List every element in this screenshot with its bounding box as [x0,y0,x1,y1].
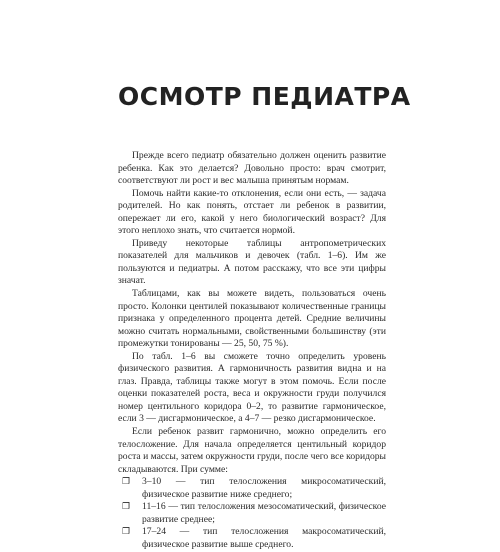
paragraph: По табл. 1–6 вы сможете точно определить уровень физического развития. А гармоничность развития видна и на глаз. Правда, таблицы также могут в этом помочь. Если после оценки показателей роста, веса и окружности груди получился номер центильного коридора 0–2, то развитие гармоническое, если 3 — дисгармоническое, а 4–7 — резко дисгармоническое. [118,350,386,425]
list-item-text: 11–16 — тип телосложения мезосоматический, физическое развитие среднее; [142,501,386,525]
list-item [118,526,386,551]
list-item-text: 3–10 — тип телосложения микросоматический, физическое развитие ниже среднего; [142,476,386,500]
paragraph: Если ребенок развит гармонично, можно определить его телосложение. Для начала определяется центильный коридор роста и массы, затем окружности груди, после чего все коридоры складываются. При сумме: [118,426,386,475]
list-item [118,476,386,501]
paragraph: Приведу некоторые таблицы антропометрических показателей для мальчиков и девочек (табл. 1–6). Им же пользуются и педиатры. А потом расскажу, что все эти цифры значат. [118,237,386,287]
checkbox-bullet-icon: ❐ [122,527,131,538]
paragraph: Таблицами, как вы можете видеть, пользоваться очень просто. Колонки центилей показывают количественные границы признака у определенного процента детей. Средние величины можно считать нормальными, свойственными большинству (эти промежутки тонированы — 25, 50, 75 %). [118,288,386,350]
body-text [118,150,386,552]
checkbox-bullet-icon: ❐ [122,477,131,488]
page-title: ОСМОТР ПЕДИАТРА [118,82,411,111]
list-item [118,501,386,526]
list-item-text: 17–24 — тип телосложения макросоматический, физическое развитие выше среднего. [142,526,386,550]
paragraph: Помочь найти какие-то отклонения, если они есть, — задача родителей. Но как понять, отстает ли ребенок в развитии, опережает ли его, какой у него биологический возраст? Для этого неплохо знать, что считается нормой. [118,187,386,237]
body-type-list [118,476,386,551]
checkbox-bullet-icon: ❐ [122,502,131,513]
paragraph: Прежде всего педиатр обязательно должен оценить развитие ребенка. Как это делается? Довольно просто: врач смотрит, соответствуют ли рост и вес малыша принятым нормам. [118,150,386,187]
